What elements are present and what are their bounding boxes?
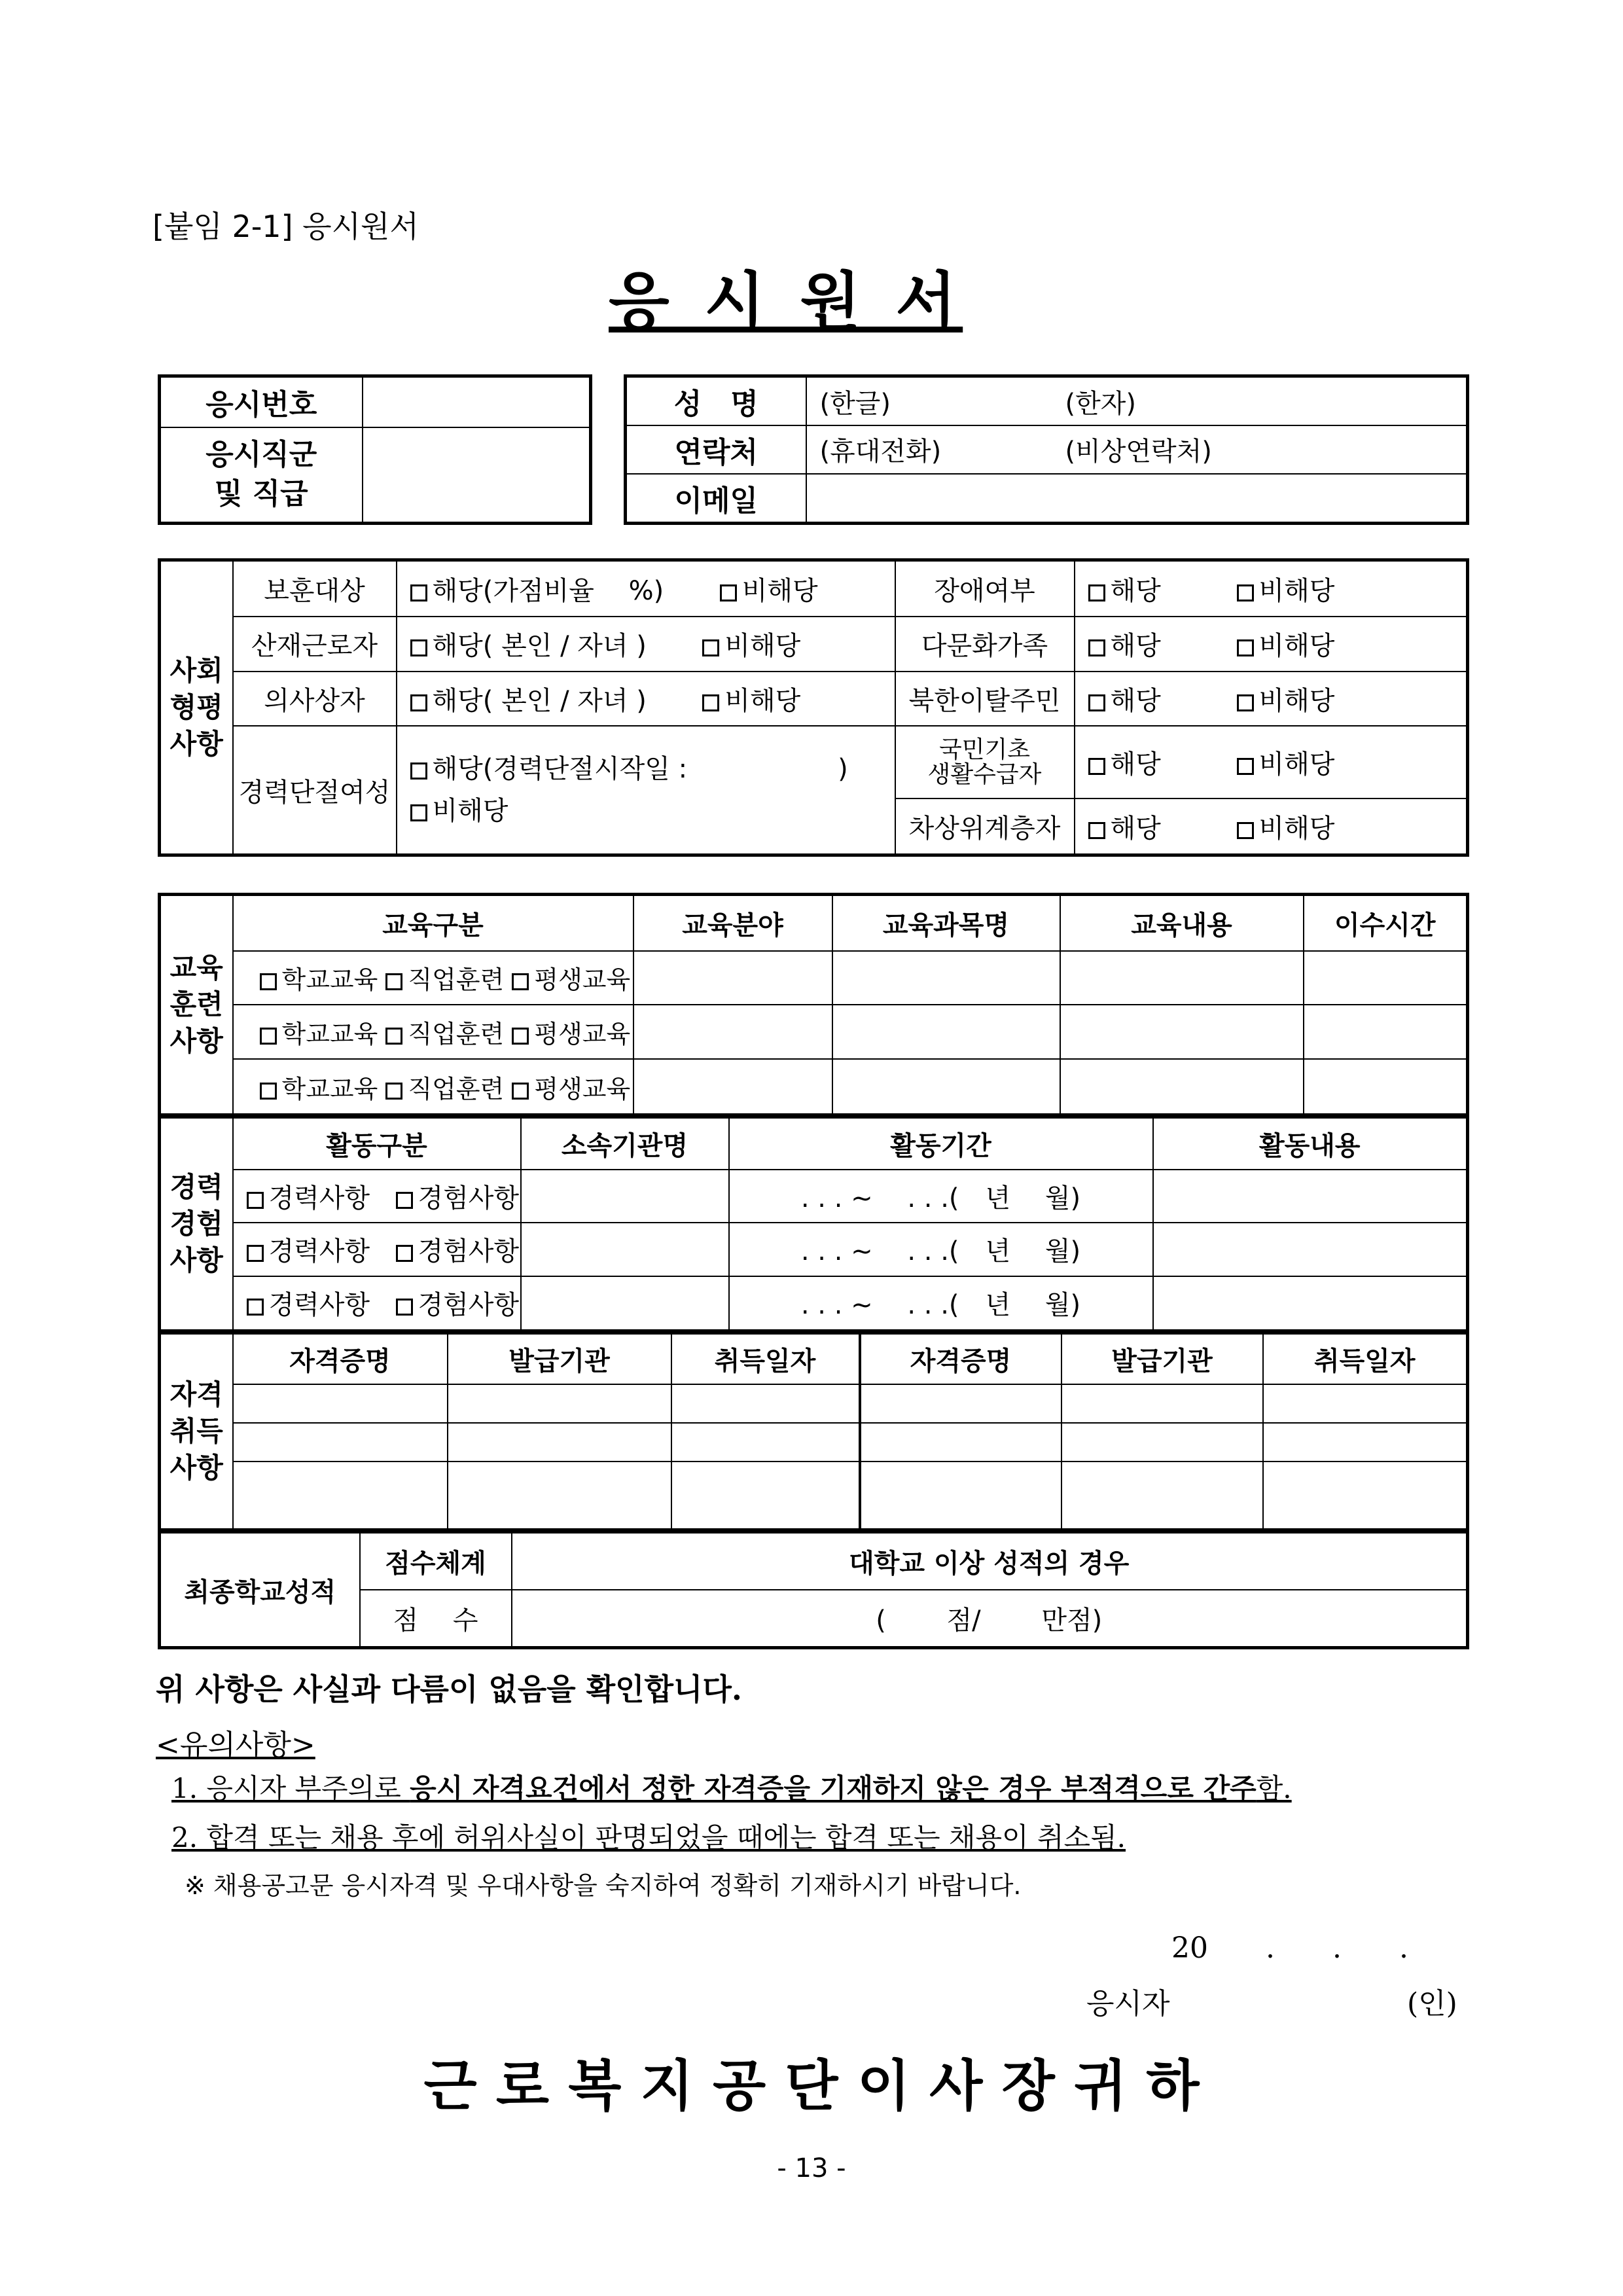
experience-period-cell[interactable]: . . . ~ . . .( 년 월) (729, 1170, 1153, 1223)
lifelong-option[interactable]: 평생교육 (512, 1020, 630, 1049)
applicant-box (158, 374, 592, 525)
lifelong-option[interactable]: 평생교육 (512, 965, 630, 994)
near-poverty-label: 차상위계층자 (895, 798, 1075, 855)
righteous-label: 의사상자 (233, 672, 397, 726)
checkbox-icon (410, 694, 427, 711)
education-content-cell[interactable] (1060, 1059, 1304, 1115)
applicant-sign-label: 응시자 (1086, 1987, 1170, 2020)
university-label: 대학교 이상 성적의 경우 (512, 1532, 1468, 1590)
checkbox-icon (1237, 758, 1254, 775)
checkbox-icon (1088, 758, 1105, 775)
score-field[interactable]: ( 점/ 만점) (512, 1590, 1468, 1648)
checkbox-icon (385, 1083, 402, 1100)
checkbox-icon (260, 973, 277, 990)
checkbox-icon (1088, 694, 1105, 711)
cert-cell[interactable] (1263, 1462, 1468, 1530)
vocational-option[interactable]: 직업훈련 (385, 965, 504, 994)
education-subject-cell[interactable] (832, 951, 1060, 1005)
career-break-label: 경력단절여성 (233, 726, 397, 855)
cert-cell[interactable] (233, 1462, 448, 1530)
name-korean[interactable]: (한글) (806, 376, 1065, 426)
cert-cell[interactable] (233, 1423, 448, 1462)
confirmation-text: 위 사항은 사실과 다름이 없음을 확인합니다. (156, 1672, 742, 1707)
checkbox-icon (396, 1245, 413, 1262)
checkbox-icon (260, 1028, 277, 1045)
checkbox-icon (512, 973, 529, 990)
emergency-field[interactable]: (비상연락처) (1065, 425, 1468, 474)
cert-cell[interactable] (1061, 1384, 1263, 1423)
education-header-content: 교육내용 (1060, 895, 1304, 951)
basic-livelihood-label: 국민기초 생활수급자 (895, 726, 1075, 798)
checkbox-icon (247, 1245, 264, 1262)
career-break-options (397, 726, 895, 855)
experience-type-options (233, 1170, 521, 1223)
personal-box (624, 374, 1469, 525)
experience-section (158, 1115, 1469, 1333)
email-field[interactable] (806, 474, 1468, 524)
cert-header-name: 자격증명 (860, 1333, 1061, 1384)
attachment-label (152, 203, 419, 246)
cert-cell[interactable] (1061, 1462, 1263, 1530)
experience-type-options (233, 1223, 521, 1276)
cert-cell[interactable] (448, 1423, 671, 1462)
cert-cell[interactable] (860, 1423, 1061, 1462)
cert-cell[interactable] (860, 1462, 1061, 1530)
cert-cell[interactable] (448, 1462, 671, 1530)
note-item-1-bold: 응시 자격요건에서 정한 자격증을 기재하지 않은 경우 부적격으로 간주 (410, 1772, 1257, 1804)
school-option[interactable]: 학교교육 (260, 965, 378, 994)
veteran-yes-option[interactable]: 해당(가점비율 %) (410, 576, 664, 606)
cert-cell[interactable] (1263, 1384, 1468, 1423)
checkbox-icon (385, 973, 402, 990)
cert-cell[interactable] (671, 1384, 860, 1423)
checkbox-icon (410, 584, 427, 601)
cert-header-issuer: 발급기관 (448, 1333, 671, 1384)
experience-content-cell[interactable] (1153, 1223, 1468, 1276)
name-label: 성 명 (626, 376, 806, 426)
checkbox-icon (1237, 694, 1254, 711)
education-header-hours: 이수시간 (1304, 895, 1468, 951)
disability-yes-option[interactable]: 해당 (1075, 560, 1237, 617)
education-header-subject: 교육과목명 (832, 895, 1060, 951)
education-content-cell[interactable] (1060, 951, 1304, 1005)
checkbox-icon (1088, 639, 1105, 656)
checkbox-icon (385, 1028, 402, 1045)
school-option[interactable]: 학교교육 (260, 1075, 378, 1103)
education-hours-cell[interactable] (1304, 1059, 1468, 1115)
checkbox-icon (396, 1192, 413, 1209)
job-field[interactable] (363, 427, 591, 524)
experience-option[interactable]: 경험사항 (396, 1290, 520, 1320)
cert-cell[interactable] (671, 1423, 860, 1462)
certificate-section (158, 1331, 1469, 1532)
multicultural-label: 다문화가족 (895, 617, 1075, 672)
job-label-line1: 응시직군 (205, 438, 317, 472)
form-title: 응 시 원 서 (609, 265, 963, 338)
multicultural-no-option[interactable]: 비해당 (1237, 617, 1468, 672)
righteous-options (397, 672, 895, 726)
checkbox-icon (1088, 822, 1105, 839)
cert-cell[interactable] (1263, 1423, 1468, 1462)
attachment-label-text: [붙임 2-1] 응시원서 (152, 209, 419, 244)
defector-label: 북한이탈주민 (895, 672, 1075, 726)
industrial-no-option[interactable]: 비해당 (702, 631, 800, 661)
defector-no-option[interactable]: 비해당 (1237, 672, 1468, 726)
checkbox-icon (702, 639, 719, 656)
veteran-label: 보훈대상 (233, 560, 397, 617)
checkbox-icon (512, 1028, 529, 1045)
experience-section-label: 경력 경험 사항 (160, 1117, 233, 1331)
note-item-1-plain: 1. 응시자 부주의로 (171, 1772, 410, 1804)
checkbox-icon (247, 1299, 264, 1316)
experience-org-cell[interactable] (521, 1223, 729, 1276)
date-line[interactable]: 20 . . . (1171, 1931, 1408, 1965)
education-section (158, 893, 1469, 1117)
lifelong-option[interactable]: 평생교육 (512, 1075, 630, 1103)
note-item-1 (171, 1767, 1292, 1806)
education-type-options (233, 1005, 633, 1059)
page-number: - 13 - (777, 2153, 846, 2183)
cert-header-date: 취득일자 (1263, 1333, 1468, 1384)
notes-title: <유의사항> (156, 1729, 315, 1762)
checkbox-icon (396, 1299, 413, 1316)
education-hours-cell[interactable] (1304, 1005, 1468, 1059)
education-field-cell[interactable] (633, 951, 832, 1005)
education-subject-cell[interactable] (832, 1059, 1060, 1115)
disability-no-option[interactable]: 비해당 (1237, 560, 1468, 617)
checkbox-icon (720, 584, 737, 601)
checkbox-icon (1237, 822, 1254, 839)
education-type-options (233, 1059, 633, 1115)
near-poverty-yes-option[interactable]: 해당 (1075, 798, 1237, 855)
education-content-cell[interactable] (1060, 1005, 1304, 1059)
career-break-yes-option[interactable]: 해당(경력단절시작일 : ) (410, 748, 895, 790)
vocational-option[interactable]: 직업훈련 (385, 1020, 504, 1049)
education-field-cell[interactable] (633, 1059, 832, 1115)
checkbox-icon (410, 639, 427, 656)
exam-no-label: 응시번호 (160, 376, 363, 427)
checkbox-icon (512, 1083, 529, 1100)
addressee: 근 로 복 지 공 단 이 사 장 귀 하 (423, 2054, 1200, 2118)
exam-no-field[interactable] (363, 376, 591, 427)
experience-period-cell[interactable]: . . . ~ . . .( 년 월) (729, 1223, 1153, 1276)
cert-cell[interactable] (1061, 1423, 1263, 1462)
experience-header-org: 소속기관명 (521, 1117, 729, 1170)
veteran-options (397, 560, 895, 617)
career-option[interactable]: 경력사항 (247, 1183, 370, 1213)
experience-period-cell[interactable]: . . . ~ . . .( 년 월) (729, 1276, 1153, 1331)
cert-header-name: 자격증명 (233, 1333, 448, 1384)
experience-header-content: 활동내용 (1153, 1117, 1468, 1170)
experience-org-cell[interactable] (521, 1170, 729, 1223)
experience-content-cell[interactable] (1153, 1170, 1468, 1223)
certificate-section-label: 자격 취득 사항 (160, 1333, 233, 1530)
near-poverty-no-option[interactable]: 비해당 (1237, 798, 1468, 855)
email-label: 이메일 (626, 474, 806, 524)
basic-livelihood-no-option[interactable]: 비해당 (1237, 726, 1468, 798)
score-label: 점 수 (360, 1590, 512, 1648)
school-option[interactable]: 학교교육 (260, 1020, 378, 1049)
education-type-options (233, 951, 633, 1005)
education-hours-cell[interactable] (1304, 951, 1468, 1005)
social-section (158, 558, 1469, 857)
grades-section (158, 1530, 1469, 1649)
righteous-yes-option[interactable]: 해당( 본인 / 자녀 ) (410, 686, 647, 716)
education-section-label: 교육 훈련 사항 (160, 895, 233, 1115)
checkbox-icon (1237, 584, 1254, 601)
cert-header-date: 취득일자 (671, 1333, 860, 1384)
experience-content-cell[interactable] (1153, 1276, 1468, 1331)
note-item-1-end: 함. (1256, 1772, 1292, 1804)
career-break-no-option[interactable]: 비해당 (410, 790, 895, 832)
experience-header-type: 활동구분 (233, 1117, 521, 1170)
experience-org-cell[interactable] (521, 1276, 729, 1331)
defector-yes-option[interactable]: 해당 (1075, 672, 1237, 726)
checkbox-icon (247, 1192, 264, 1209)
cert-cell[interactable] (233, 1384, 448, 1423)
industrial-options (397, 617, 895, 672)
checkbox-icon (1237, 639, 1254, 656)
seal-label: (인) (1407, 1987, 1457, 2020)
vocational-option[interactable]: 직업훈련 (385, 1075, 504, 1103)
education-header-field: 교육분야 (633, 895, 832, 951)
experience-option[interactable]: 경험사항 (396, 1183, 520, 1213)
career-option[interactable]: 경력사항 (247, 1236, 370, 1266)
checkbox-icon (410, 804, 427, 821)
basic-livelihood-yes-option[interactable]: 해당 (1075, 726, 1237, 798)
contact-label: 연락처 (626, 425, 806, 474)
cert-cell[interactable] (671, 1462, 860, 1530)
checkbox-icon (1088, 584, 1105, 601)
cert-cell[interactable] (860, 1384, 1061, 1423)
note-item-2: 2. 합격 또는 채용 후에 허위사실이 판명되었을 때에는 합격 또는 채용이 취소됨. (171, 1821, 1126, 1854)
checkbox-icon (702, 694, 719, 711)
education-subject-cell[interactable] (832, 1005, 1060, 1059)
job-label (160, 427, 363, 524)
industrial-yes-option[interactable]: 해당( 본인 / 자녀 ) (410, 631, 647, 661)
education-field-cell[interactable] (633, 1005, 832, 1059)
job-label-line2: 및 직급 (214, 477, 308, 511)
experience-type-options (233, 1276, 521, 1331)
education-header-type: 교육구분 (233, 895, 633, 951)
righteous-no-option[interactable]: 비해당 (702, 686, 800, 716)
cert-header-issuer: 발급기관 (1061, 1333, 1263, 1384)
mobile-field[interactable]: (휴대전화) (806, 425, 1065, 474)
note-remark: ※ 채용공고문 응시자격 및 우대사항을 숙지하여 정확히 기재하시기 바랍니다. (185, 1871, 1022, 1900)
social-section-label: 사회 형평 사항 (160, 560, 233, 855)
final-grades-label: 최종학교성적 (160, 1532, 360, 1648)
experience-option[interactable]: 경험사항 (396, 1236, 520, 1266)
multicultural-yes-option[interactable]: 해당 (1075, 617, 1237, 672)
industrial-label: 산재근로자 (233, 617, 397, 672)
checkbox-icon (260, 1083, 277, 1100)
experience-header-period: 활동기간 (729, 1117, 1153, 1170)
career-option[interactable]: 경력사항 (247, 1290, 370, 1320)
veteran-no-option[interactable]: 비해당 (720, 576, 818, 606)
score-system-label: 점수체계 (360, 1532, 512, 1590)
disability-label: 장애여부 (895, 560, 1075, 617)
checkbox-icon (410, 762, 427, 780)
cert-cell[interactable] (448, 1384, 671, 1423)
name-hanja[interactable]: (한자) (1065, 376, 1468, 426)
